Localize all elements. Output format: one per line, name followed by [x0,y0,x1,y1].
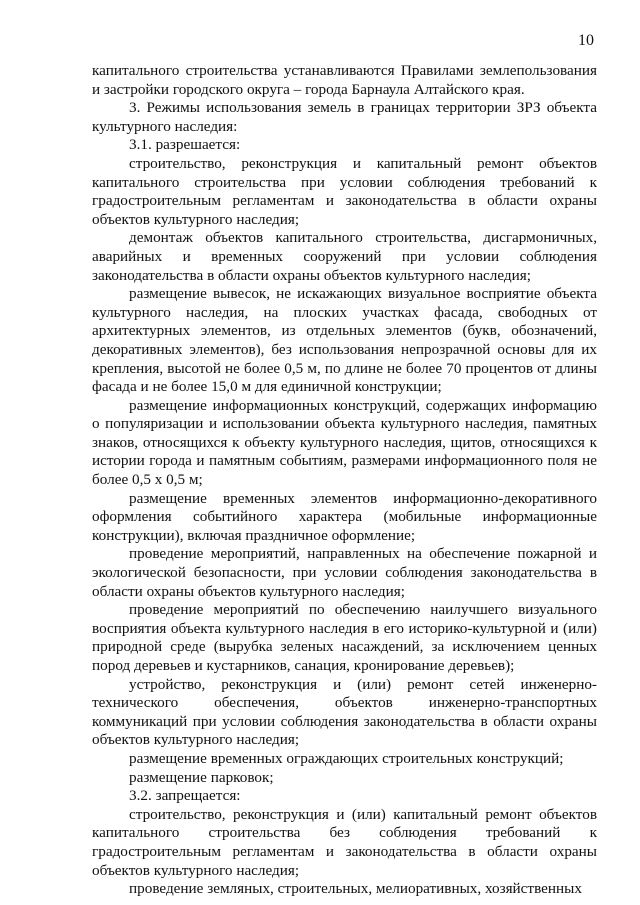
paragraph-item-temporary-fences: размещение временных ограждающих строительных конструкций; [129,749,564,767]
paragraph-item-prohibited-construction: строительство, реконструкция и (или) капитальный ремонт объектов капитального строительства без соблюдения требований к градостроительным регламентам и законодательства в области охраны объектов культурного наследия; [92,805,597,879]
paragraph-subsection-3-2-heading: 3.2. запрещается: [129,787,241,805]
paragraph-item-temporary-decor: размещение временных элементов информационно-декоративного оформления событийного характера (мобильные информационные конструкции), включая праздничное оформление; [92,489,597,544]
paragraph-item-utility-networks: устройство, реконструкция и (или) ремонт сетей инженерно-технического обеспечения, объектов инженерно-транспортных коммуникаций при условии соблюдения законодательства в области охраны объектов культурного наследия; [92,675,597,749]
paragraph-item-dismantling: демонтаж объектов капитального строительства, дисгармоничных, аварийных и временных сооружений при условии соблюдения законодательства в области охраны объектов культурного наследия; [92,229,597,284]
paragraph-item-prohibited-earthworks: проведение земляных, строительных, мелиоративных, хозяйственных [129,880,582,898]
paragraph-item-signage: размещение вывесок, не искажающих визуальное восприятие объекта культурного наследия, на плоских участках фасада, свободных от архитектурных элементов, из отдельных элементов (букв, обозначений, декоративных элементов), без использования непрозрачной основы для их крепления, высотой не более 0,5 м, по длине не более 70 процентов от длины фасада и не более 15,0 м для единичной конструкции; [92,285,597,396]
paragraph-item-parking: размещение парковок; [129,768,274,786]
paragraph-section-3-heading: 3. Режимы использования земель в границах территории ЗРЗ объекта культурного наследия: [92,99,597,135]
paragraph-subsection-3-1-heading: 3.1. разрешается: [129,136,241,154]
paragraph-item-visual-perception: проведение мероприятий по обеспечению наилучшего визуального восприятия объекта культурного наследия в его историко-культурной и (или) природной среде (вырубка зеленых насаждений, за исключением ценных пород деревьев и кустарников, санация, кронирование деревьев); [92,601,597,674]
document-body [92,62,597,899]
paragraph-continuation: капитального строительства устанавливаются Правилами землепользования и застройки городского округа – города Барнаула Алтайского края. [92,62,597,98]
paragraph-item-info-structures: размещение информационных конструкций, содержащих информацию о популяризации и использовании объекта культурного наследия, памятных знаков, относящихся к объекту культурного наследия, щитов, относящихся к истории города и памятным событиям, размерами информационного поля не более 0,5 х 0,5 м; [92,396,597,489]
page-number: 10 [578,32,594,49]
paragraph-item-fire-safety: проведение мероприятий, направленных на обеспечение пожарной и экологической безопасности, при условии соблюдения законодательства в области охраны объектов культурного наследия; [92,545,597,600]
paragraph-item-construction: строительство, реконструкция и капитальный ремонт объектов капитального строительства при условии соблюдения требований к градостроительным регламентам и законодательства в области охраны объектов культурного наследия; [92,154,597,228]
